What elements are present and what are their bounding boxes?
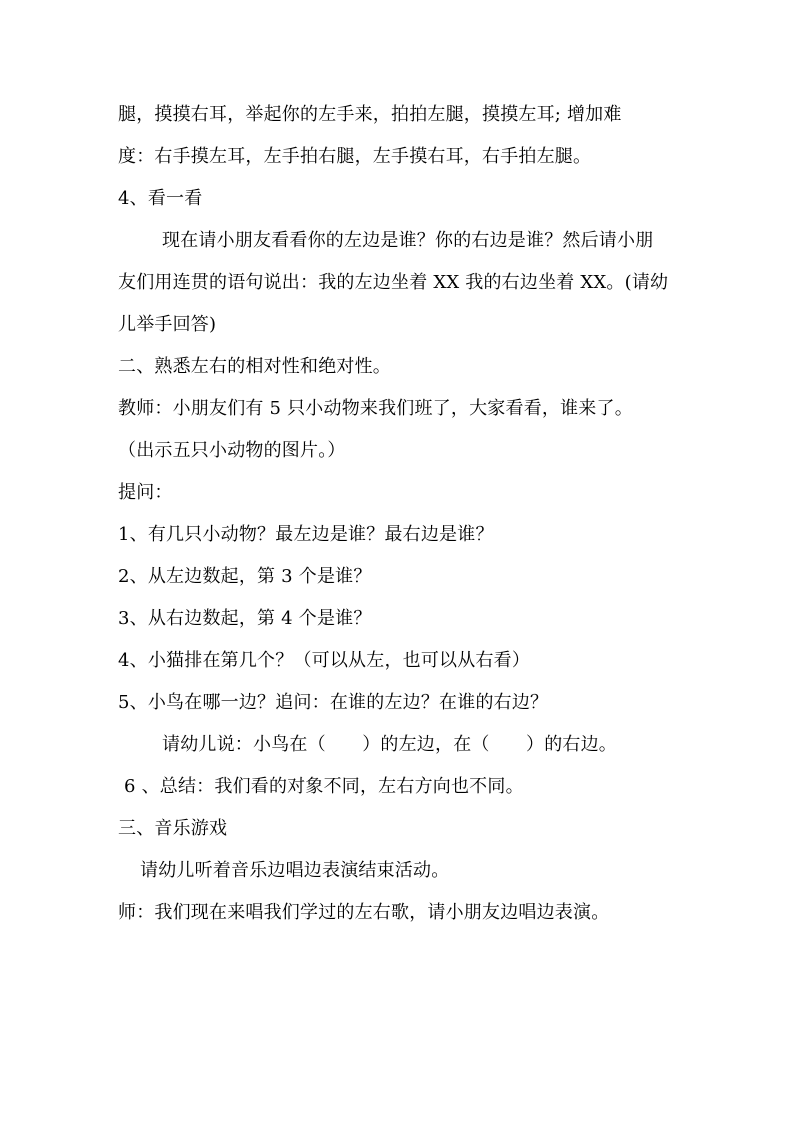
question-3: 3、从右边数起，第 4 个是谁？ [118, 608, 372, 629]
text-line-6: 儿举手回答) [118, 314, 217, 335]
question-5: 5、小鸟在哪一边？追问：在谁的左边？在谁的右边？ [118, 692, 549, 713]
text-line-19: 请幼儿听着音乐边唱边表演结束活动。 [140, 860, 450, 881]
text-line-1: 腿，摸摸右耳，举起你的左手来，拍拍左腿，摸摸左耳; 增加难 [118, 104, 622, 125]
question-2: 2、从左边数起，第 3 个是谁？ [118, 566, 372, 587]
question-1: 1、有几只小动物？最左边是谁？最右边是谁？ [118, 524, 494, 545]
section-heading-relativity: 二、熟悉左右的相对性和绝对性。 [118, 356, 391, 377]
text-line-9: （出示五只小动物的图片。） [118, 440, 346, 461]
question-4: 4、小猫排在第几个？（可以从左，也可以从右看） [118, 650, 531, 671]
text-line-8: 教师：小朋友们有 5 只小动物来我们班了，大家看看，谁来了。 [118, 398, 633, 419]
questions-label: 提问： [118, 482, 173, 503]
section-heading-music-game: 三、音乐游戏 [118, 818, 228, 839]
text-line-4: 现在请小朋友看看你的左边是谁？你的右边是谁？然后请小朋 [162, 230, 654, 251]
summary-line: 6 、总结：我们看的对象不同，左右方向也不同。 [124, 776, 524, 797]
text-line-5: 友们用连贯的语句说出：我的左边坐着 XX 我的右边坐着 XX。(请幼 [118, 272, 669, 293]
section-heading-look: 4、看一看 [118, 188, 203, 209]
text-line-20: 师：我们现在来唱我们学过的左右歌，请小朋友边唱边表演。 [118, 902, 610, 923]
fill-in-prompt: 请幼儿说：小鸟在（ ）的左边，在（ ）的右边。 [162, 734, 617, 755]
text-line-2: 度：右手摸左耳，左手拍右腿，左手摸右耳，右手拍左腿。 [118, 146, 592, 167]
